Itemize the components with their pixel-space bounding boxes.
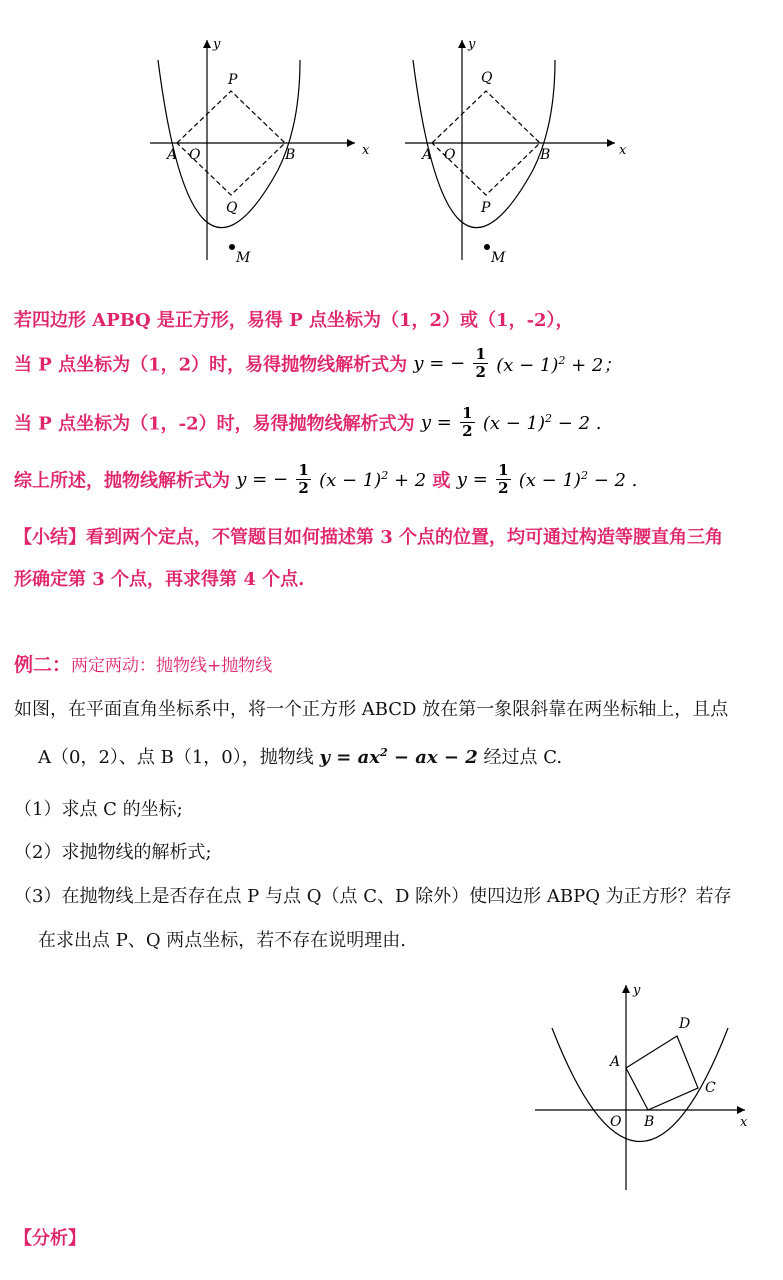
fig3-label-o: O	[610, 1114, 622, 1130]
fig2-label-x: x	[619, 143, 627, 158]
summary-line-1: 【小结】看到两个定点，不管题目如何描述第 3 个点的位置，均可通过构造等腰直角三角	[14, 527, 724, 548]
example-p2-math	[320, 747, 478, 768]
fig1-label-x: x	[362, 143, 370, 158]
example-p2-math-b: − ax − 2	[387, 747, 478, 768]
figure-2-diagram	[395, 30, 635, 270]
line3-math-b-wrap	[483, 413, 602, 434]
question-3-line-2: 在求出点 P、Q 两点坐标，若不存在说明理由.	[38, 930, 407, 951]
example-title	[14, 650, 272, 677]
line4-math-d: y =	[456, 469, 488, 490]
example-title-subtitle: 两定两动：抛物线+抛物线	[71, 656, 273, 676]
line4-math-a: y = −	[236, 469, 289, 490]
example-p2-pre: A（0，2）、点 B（1，0），抛物线	[38, 747, 314, 768]
line4-math-e-wrap	[519, 470, 638, 491]
solution-line-1	[14, 306, 574, 332]
fig1-label-p: P	[228, 72, 238, 88]
line2-math-b-wrap	[496, 355, 621, 376]
fig1-label-o: O	[189, 147, 201, 163]
fig2-label-q: Q	[481, 70, 493, 86]
fig1-label-q: Q	[226, 200, 238, 216]
fig3-parabola	[552, 1028, 728, 1142]
fig2-label-y: y	[468, 37, 476, 52]
fig1-label-m: M	[236, 250, 251, 266]
line2-frac-den: 2	[475, 363, 486, 381]
line3-math-c: − 2 .	[552, 412, 602, 434]
solution-line-2	[14, 346, 621, 381]
analysis-heading: 【分析】	[14, 1228, 86, 1249]
line4-math-f: − 2 .	[587, 469, 638, 491]
solution-line-3	[14, 405, 601, 440]
figure-3-diagram	[530, 980, 770, 1195]
line4-fraction-1	[296, 462, 310, 497]
line4-math-b-wrap	[319, 470, 426, 491]
fig2-label-b: B	[540, 147, 551, 163]
fig2-point-m	[484, 244, 490, 250]
solution-line-4-text: 综上所述，抛物线解析式为	[14, 470, 230, 492]
example-title-label: 例二：	[14, 654, 72, 676]
example-p2-post: 经过点 C.	[483, 747, 563, 768]
fig3-label-a: A	[610, 1054, 621, 1070]
solution-line-2-text: 当 P 点坐标为（1，2）时，易得抛物线解析式为	[14, 354, 408, 376]
fig3-label-b: B	[644, 1114, 655, 1130]
solution-line-3-text: 当 P 点坐标为（1，-2）时，易得抛物线解析式为	[14, 413, 415, 435]
fig2-label-a: A	[422, 147, 433, 163]
line4-or: 或	[432, 470, 451, 492]
fig2-label-o: O	[444, 147, 456, 163]
example-p2-sup: 2	[379, 746, 388, 759]
line2-sup: 2	[558, 353, 566, 367]
line2-frac-num: 1	[475, 345, 486, 363]
line4-sup-2: 2	[580, 468, 588, 482]
line3-math-a: y =	[420, 412, 452, 433]
question-1: （1）求点 C 的坐标;	[14, 799, 183, 820]
line4-frac2-den: 2	[498, 479, 509, 497]
example-paragraph-1: 如图，在平面直角坐标系中，将一个正方形 ABCD 放在第一象限斜靠在两坐标轴上，且点	[14, 699, 729, 720]
fig3-label-d: D	[679, 1016, 691, 1032]
fig3-label-y: y	[633, 983, 641, 998]
example-paragraph-2	[38, 743, 562, 769]
fig3-square	[626, 1036, 698, 1110]
line2-math-b: (x − 1)	[496, 354, 559, 376]
line3-frac-num: 1	[462, 404, 473, 422]
fig1-label-b: B	[285, 147, 296, 163]
fig3-label-x: x	[740, 1115, 748, 1130]
fig1-point-m	[229, 244, 235, 250]
line4-math-c: + 2	[388, 469, 427, 491]
line2-fraction	[473, 346, 487, 381]
solution-line-4	[14, 462, 637, 497]
line2-math-c: + 2；	[565, 354, 622, 376]
line4-frac-num: 1	[298, 461, 309, 479]
line3-math-b: (x − 1)	[482, 412, 546, 434]
line4-frac-den: 2	[298, 479, 309, 497]
line2-math-a: y = −	[413, 353, 466, 374]
figure-1-diagram	[140, 30, 370, 270]
line4-math-b: (x − 1)	[319, 469, 382, 491]
line3-frac-den: 2	[462, 422, 473, 440]
example-p2-math-a: y = ax	[319, 747, 380, 768]
solution-line-1-text: 若四边形 APBQ 是正方形，易得 P 点坐标为（1，2）或（1，-2），	[14, 310, 574, 331]
line4-math-e: (x − 1)	[518, 469, 581, 491]
line4-frac2-num: 1	[498, 461, 509, 479]
line3-fraction	[460, 405, 474, 440]
question-3-line-1: （3）在抛物线上是否存在点 P 与点 Q（点 C、D 除外）使四边形 ABPQ 为正方形？若存	[14, 886, 732, 907]
fig3-label-c: C	[705, 1080, 716, 1096]
fig2-label-p: P	[481, 200, 491, 216]
question-2: （2）求抛物线的解析式;	[14, 842, 212, 863]
line3-sup: 2	[545, 411, 553, 425]
line4-fraction-2	[496, 462, 510, 497]
fig1-label-y: y	[213, 37, 221, 52]
fig2-label-m: M	[491, 250, 506, 266]
line4-sup-1: 2	[381, 468, 389, 482]
summary-line-2: 形确定第 3 个点，再求得第 4 个点.	[14, 569, 305, 590]
fig1-label-a: A	[167, 147, 178, 163]
